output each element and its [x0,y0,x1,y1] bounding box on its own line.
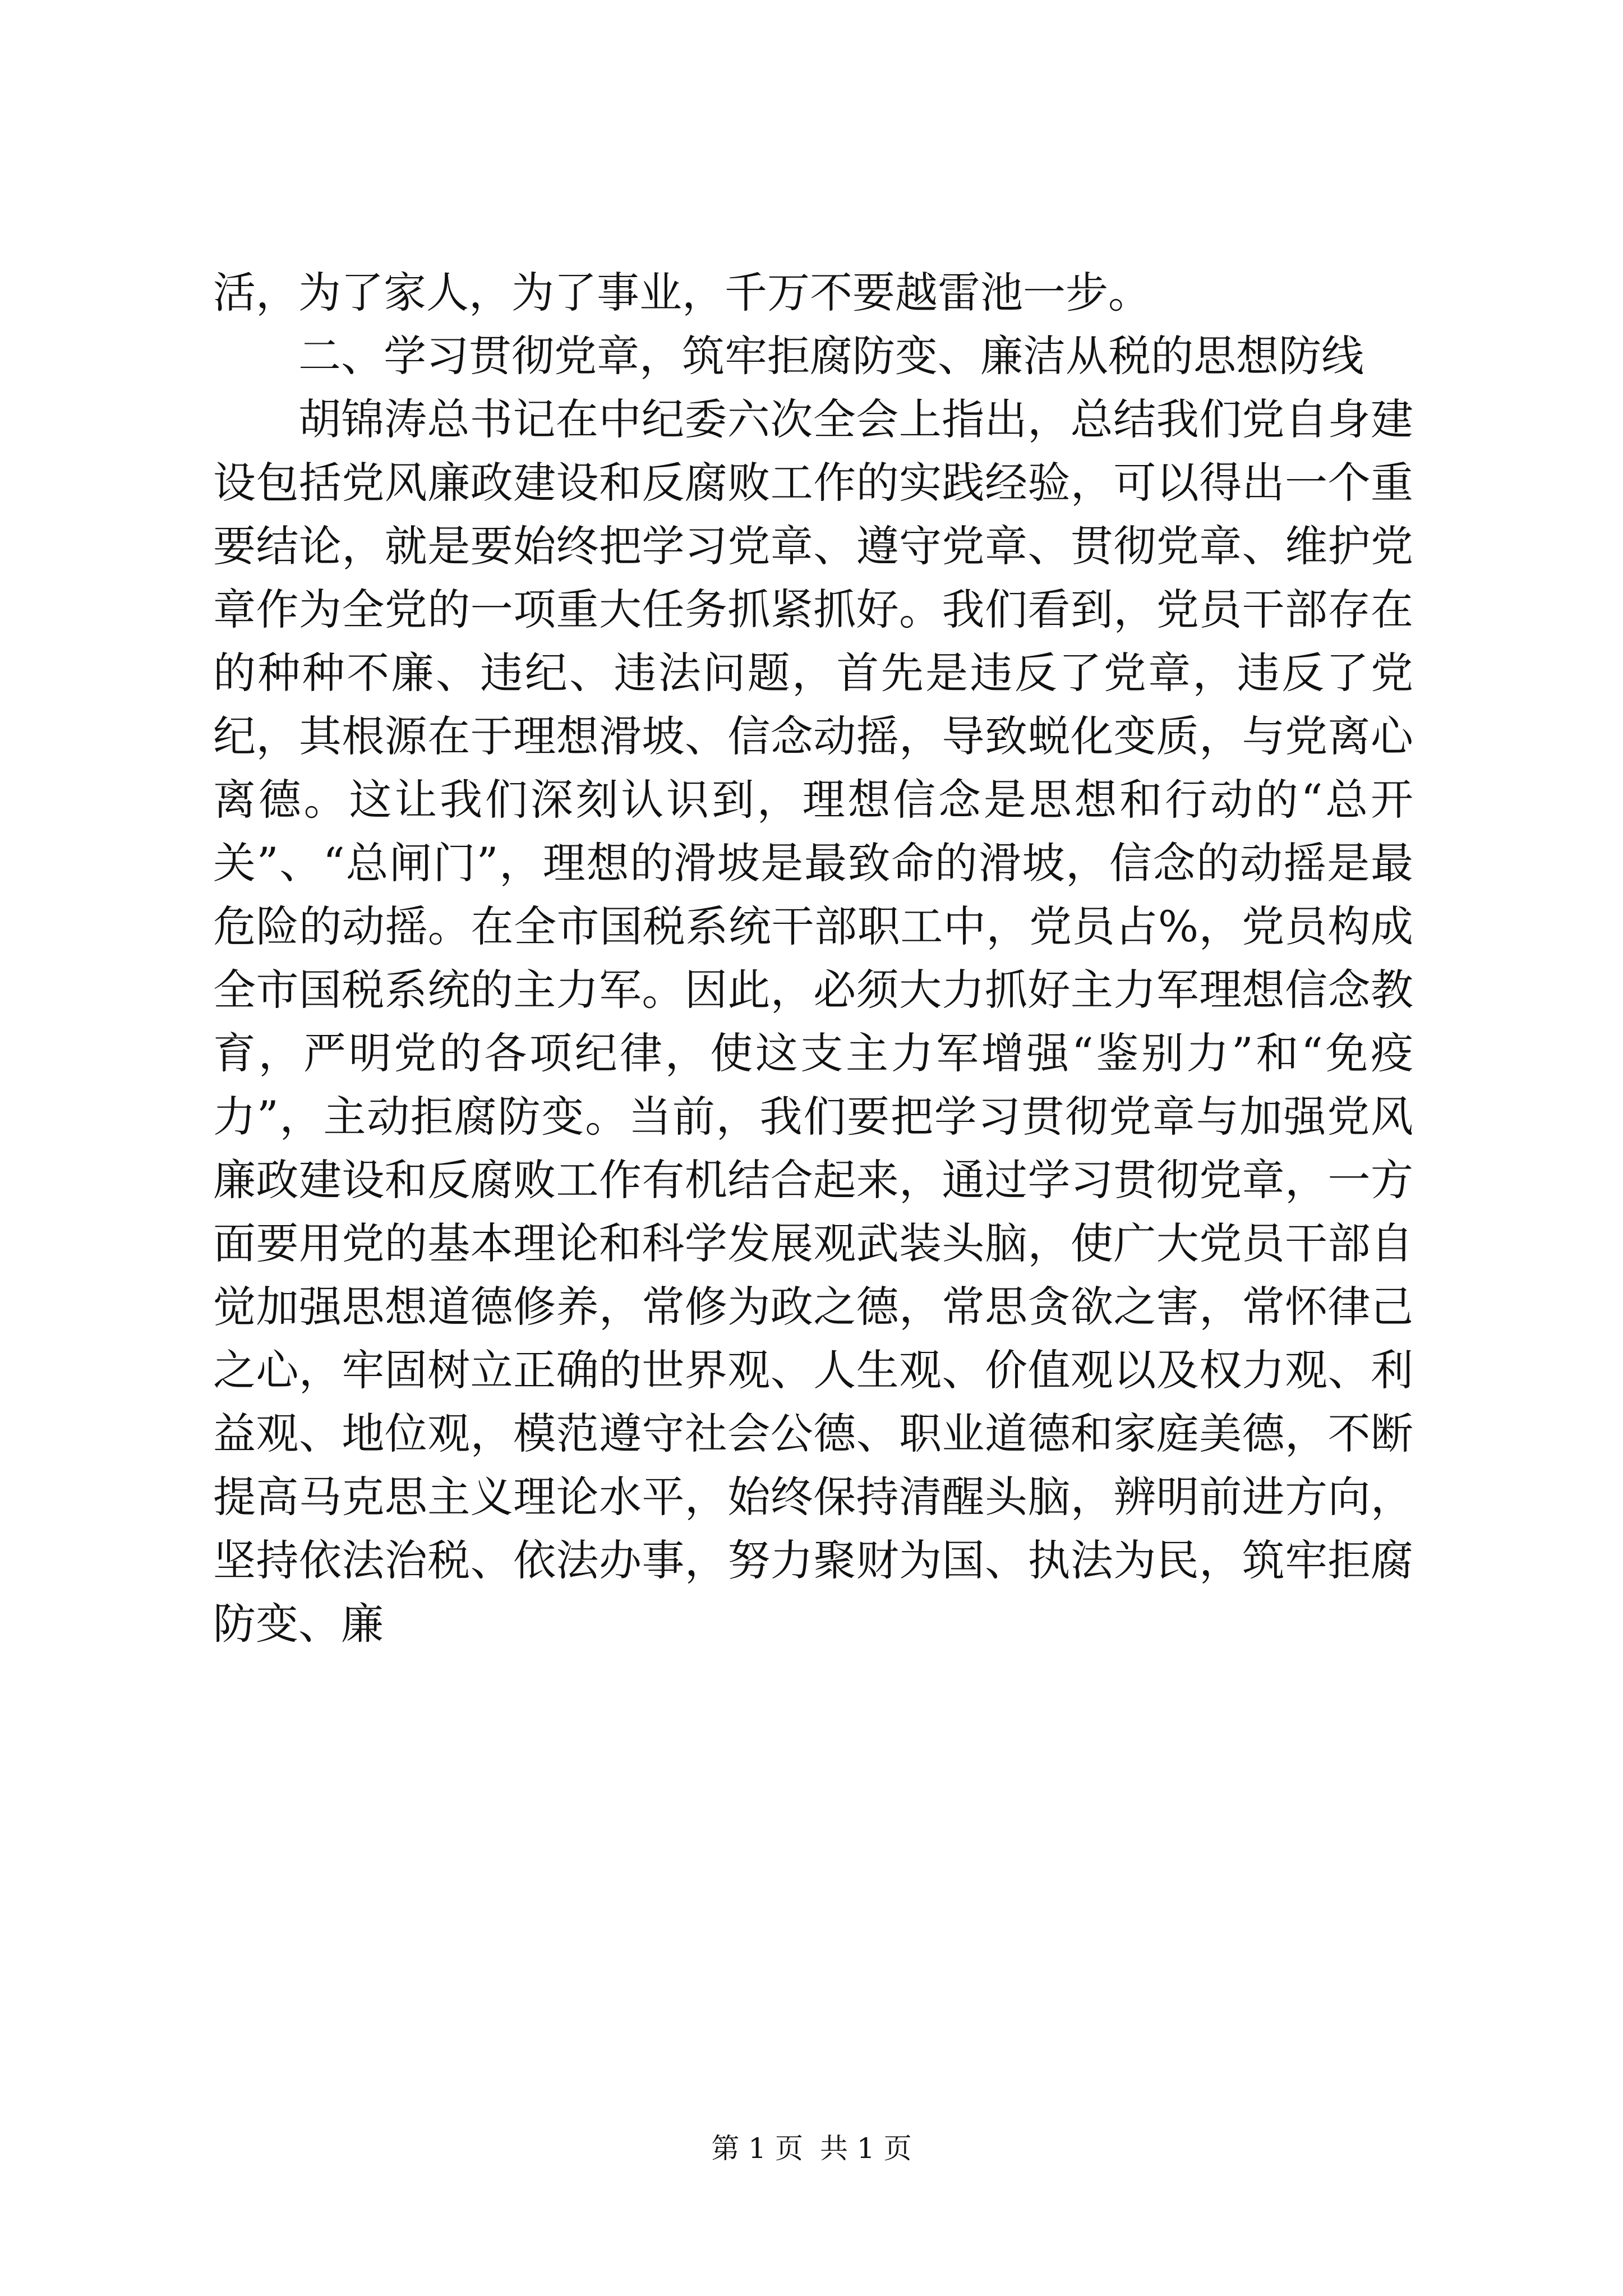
continuation-line: 活，为了家人，为了事业，千万不要越雷池一步。 [213,268,1151,318]
document-body [213,261,1413,1655]
body-paragraph: 胡锦涛总书记在中纪委六次全会上指出，总结我们党自身建设包括党风廉政建设和反腐败工作的实践经验，可以得出一个重要结论，就是要始终把学习党章、遵守党章、贯彻党章、维护党章作为全党的一项重大任务抓紧抓好。我们看到，党员干部存在的种种不廉、违纪、违法问题，首先是违反了党章，违反了党纪，其根源在于理想滑坡、信念动摇，导致蜕化变质，与党离心离德。这让我们深刻认识到，理想信念是思想和行动的“总开关”、“总闸门”，理想的滑坡是最致命的滑坡，信念的动摇是最危险的动摇。在全市国税系统干部职工中，党员占%，党员构成全市国税系统的主力军。因此，必须大力抓好主力军理想信念教育，严明党的各项纪律，使这支主力军增强“鉴别力”和“免疫力”，主动拒腐防变。当前，我们要把学习贯彻党章与加强党风廉政建设和反腐败工作有机结合起来，通过学习贯彻党章，一方面要用党的基本理论和科学发展观武装头脑，使广大党员干部自觉加强思想道德修养，常修为政之德，常思贪欲之害，常怀律己之心，牢固树立正确的世界观、人生观、价值观以及权力观、利益观、地位观，模范遵守社会公德、职业道德和家庭美德，不断提高马克思主义理论水平，始终保持清醒头脑，辨明前进方向，坚持依法治税、依法办事，努力聚财为国、执法为民，筑牢拒腐防变、廉 [213,394,1413,1649]
section-heading: 二、学习贯彻党章，筑牢拒腐防变、廉洁从税的思想防线 [298,331,1364,381]
page-footer [0,2129,1623,2168]
page-total: 共 1 页 [820,2132,912,2165]
page-number: 第 1 页 [711,2132,803,2165]
